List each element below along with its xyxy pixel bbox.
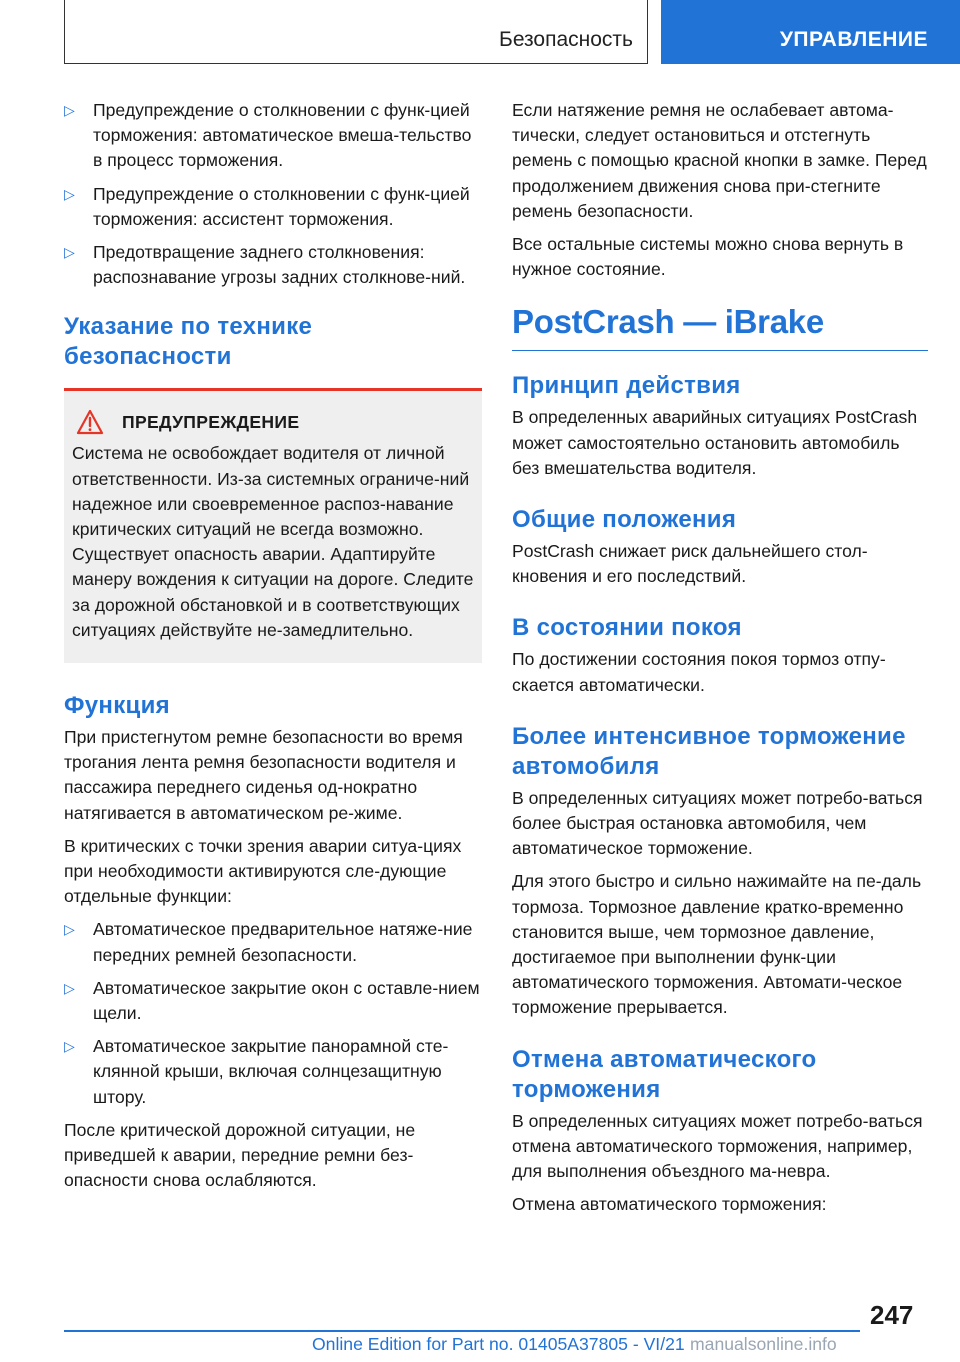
warning-header (76, 409, 474, 435)
list-item: ▷ Автоматическое закрытие панорамной сте-клянной крыши, включая солнцезащитную штору. (64, 1036, 449, 1107)
left-column (64, 98, 482, 1202)
cancel-braking-paragraph-1: В определенных ситуациях может потребо-ваться отмена автоматического торможения, например, для выполнения объездного ма-невра. (512, 1110, 923, 1182)
footer-site-watermark: manualsonline.info (690, 1334, 837, 1354)
triangle-right-icon: ▷ (64, 921, 75, 938)
safety-heading: Указание по технике безопасности (64, 313, 313, 371)
intense-braking-paragraph-2: Для этого быстро и сильно нажимайте на пе-даль тормоза. Тормозное давление кратко-временно становится выше, чем тормозное давление, достигаемое при выполнении функ-ции автоматического торможения. Автомати-ческое торможение прерывается. (512, 871, 922, 1018)
belt-paragraph: Если натяжение ремня не ослабевает автома-тически, следует остановиться и отстегнуть ремень с помощью красной кнопки в замке. Перед продолжением движения снова при-стегните ремень безопасности. (512, 100, 927, 221)
list-item: ▷ Предотвращение заднего столкновения: распознавание угрозы задних столкнове-ний. (64, 242, 466, 288)
triangle-right-icon: ▷ (64, 979, 75, 996)
triangle-right-icon: ▷ (64, 244, 75, 261)
rest-heading: В состоянии покоя (512, 614, 742, 642)
header-chapter-label: УПРАВЛЕНИЕ (779, 28, 928, 51)
function-paragraph-1: При пристегнутом ремне безопасности во время трогания лента ремня безопасности водителя и пассажира переднего сиденья од-нократно натягивается в автоматическом ре-жиме. (64, 727, 463, 823)
list-item: ▷ Автоматическое закрытие окон с оставле-нием щели. (64, 977, 480, 1024)
list-item: ▷ Предупреждение о столкновении с функ-цией торможения: автоматическое вмеша-тельство в процесс торможения. (64, 100, 472, 171)
cancel-braking-heading: Отмена автоматического торможения (512, 1045, 817, 1103)
function-list (64, 917, 482, 1109)
header-section-label: Безопасность (499, 28, 633, 51)
header-chapter-tab (661, 0, 960, 64)
function-heading: Функция (64, 692, 170, 720)
systems-paragraph: Все остальные системы можно снова вернуть в нужное состояние. (512, 234, 904, 280)
list-item: ▷ Предупреждение о столкновении с функ-цией торможения: ассистент торможения. (64, 183, 470, 229)
intense-braking-heading: Более интенсивное торможение автомобиля (512, 722, 906, 780)
footer-edition: Online Edition for Part no. 01405A37805 - VI/21 (312, 1334, 685, 1354)
warning-title: ПРЕДУПРЕЖДЕНИЕ (122, 411, 300, 432)
principle-text: В определенных аварийных ситуациях PostCrash может самостоятельно остановить автомобиль без вмешательства водителя. (512, 407, 918, 478)
header-section-tab (64, 0, 648, 64)
warning-box (64, 388, 482, 663)
triangle-right-icon: ▷ (64, 102, 75, 118)
triangle-right-icon: ▷ (64, 185, 75, 202)
function-paragraph-2: В критических с точки зрения аварии ситуа-циях при необходимости активируются сле-дующие отдельные функции: (64, 835, 462, 907)
function-paragraph-3: После критической дорожной ситуации, не приведшей к аварии, передние ремни без-опасности снова ослабляются. (64, 1119, 416, 1191)
right-column (512, 98, 928, 1225)
rest-text: По достижении состояния покоя тормоз отпу-скается автоматически. (512, 649, 886, 695)
intense-braking-paragraph-1: В определенных ситуациях может потребо-ваться более быстрая остановка автомобиля, чем автоматическое торможение. (512, 787, 923, 859)
cancel-braking-paragraph-2: Отмена автоматического торможения: (512, 1194, 827, 1215)
warning-triangle-icon (76, 409, 104, 435)
general-heading: Общие положения (512, 506, 737, 534)
triangle-right-icon: ▷ (64, 1038, 75, 1055)
postcrash-title: PostCrash — iBrake (512, 300, 928, 351)
warning-text: Система не освобождает водителя от личной ответственности. Из-за системных ограниче-ний надежное или своевременное распоз-навание критических ситуаций не всегда возможно. Существует опасность аварии. Адаптируйте манеру вождения к ситуации на дороге. Следите за дорожной обстановкой и в соответствующих ситуациях действуйте не-замедлительно. (72, 443, 474, 640)
list-item: ▷ Автоматическое предварительное натяже-ние передних ремней безопасности. (64, 919, 473, 965)
page-number: 247 (870, 1300, 914, 1330)
footer-divider (64, 1330, 860, 1332)
general-text: PostCrash снижает риск дальнейшего стол-кновения и его последствий. (512, 541, 868, 587)
principle-heading: Принцип действия (512, 372, 741, 400)
feature-list (64, 98, 482, 290)
